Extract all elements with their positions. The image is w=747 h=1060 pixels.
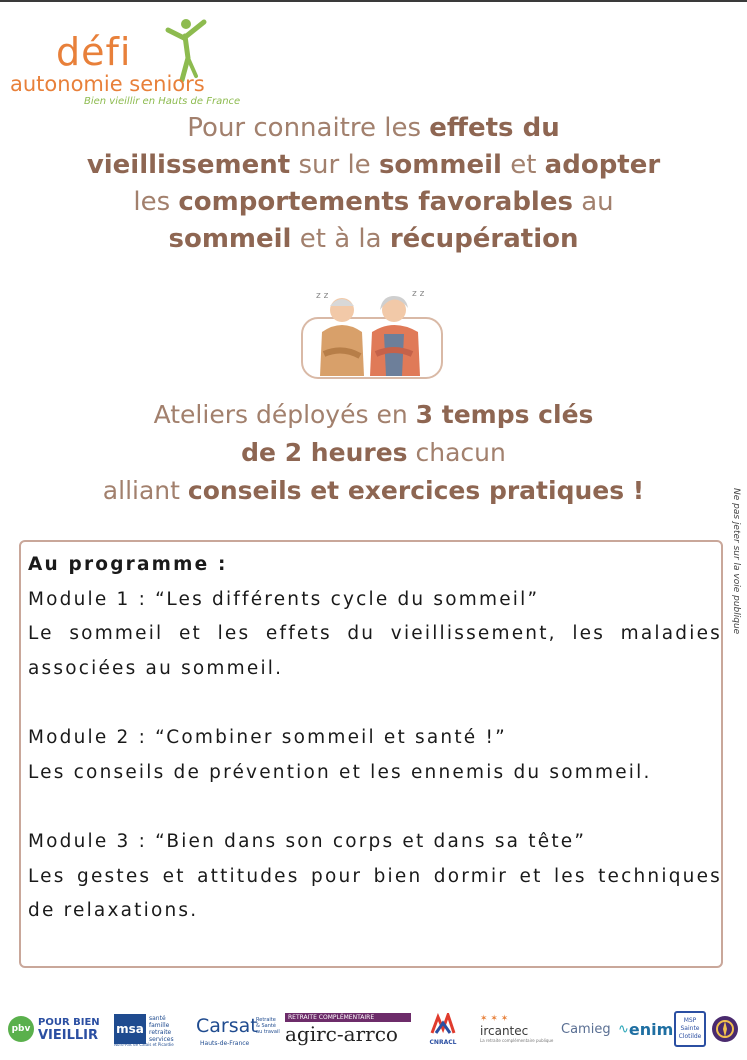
- ateliers-text-bold: 3 temps clés: [415, 400, 594, 429]
- headline-bold: adopter: [544, 150, 661, 180]
- ircantec-logo: [480, 1004, 554, 1054]
- msa-footer: Nord-Pas de Calais et Picardie: [114, 1042, 174, 1047]
- programme-content: [28, 548, 722, 929]
- msp-logo: [674, 1004, 706, 1054]
- module-3-description: Les gestes et attitudes pour bien dormir et les techniques de relaxations.: [28, 865, 722, 921]
- headline-text: Pour connaitre les: [187, 113, 430, 143]
- svg-text:z z: z z: [412, 289, 425, 299]
- module-2-title: Module 2 : “Combiner sommeil et santé !”: [28, 727, 507, 748]
- logo-autonomie-seniors: autonomie seniors: [10, 72, 205, 96]
- logo-tagline: Bien vieillir en Hauts de France: [84, 96, 241, 107]
- logo-defi: défi: [56, 30, 132, 74]
- camieg-logo: [561, 1004, 611, 1054]
- carsat-name: Carsat: [196, 1015, 258, 1037]
- headline-text: au: [572, 187, 614, 217]
- headline-bold: effets du: [429, 113, 560, 143]
- ateliers-text-bold: de 2 heures: [241, 438, 408, 467]
- programme-title: Au programme :: [28, 554, 228, 575]
- msp-line2: Sainte: [680, 1025, 700, 1032]
- svg-text:z z: z z: [316, 291, 329, 301]
- agirc-tagline: RETRAITE COMPLÉMENTAIRE: [285, 1013, 411, 1022]
- ateliers-text-bold: conseils et exercices pratiques !: [187, 476, 645, 505]
- side-note-text: Ne pas jeter sur la voie publique: [731, 488, 741, 635]
- headline-text: et à la: [291, 224, 390, 254]
- ircantec-name: ircantec: [480, 1024, 529, 1038]
- ateliers-text-regular: chacun: [407, 438, 506, 467]
- carsat-region: Hauts-de-France: [200, 1040, 250, 1047]
- msa-logo: [114, 1004, 185, 1054]
- cnracl-name: CNRACL: [429, 1038, 457, 1046]
- msa-subtitle: santé famille retraite services: [149, 1015, 174, 1043]
- ircantec-subtitle: La retraite complémentaire publique: [480, 1038, 554, 1043]
- ateliers-text-regular: Ateliers déployés en: [153, 400, 416, 429]
- msp-line1: MSP: [683, 1017, 697, 1024]
- partner-logos: [0, 1004, 747, 1060]
- top-border: [0, 0, 747, 2]
- sleeping-seniors-illustration: [296, 284, 448, 382]
- msp-line3: Clotilde: [678, 1033, 702, 1040]
- defi-autonomie-seniors-logo: [10, 16, 241, 108]
- module-1-title: Module 1 : “Les différents cycle du sommeil”: [28, 588, 540, 610]
- agirc-arrco-logo: [285, 1004, 411, 1054]
- ateliers-text-regular: alliant: [102, 476, 188, 505]
- enim-logo: [618, 1004, 673, 1054]
- module-1-description: Le sommeil et les effets du vieillissement, les maladies associées au sommeil.: [28, 623, 722, 679]
- agirc-arrco-name: agirc-arrco: [285, 1021, 398, 1046]
- headline: [40, 110, 707, 258]
- carsat-subtitle: Retraite & Santé au travail: [256, 1017, 280, 1035]
- msa-mark: msa: [114, 1014, 146, 1044]
- ircantec-dots-icon: ✶ ✶ ✶: [480, 1014, 509, 1024]
- pbv-badge: [8, 1016, 34, 1042]
- headline-bold: récupération: [389, 224, 579, 254]
- emblem-icon: [711, 1015, 739, 1043]
- pbv-badge-text: pbv: [11, 1024, 31, 1034]
- module-2-description: Les conseils de prévention et les ennemis du sommeil.: [28, 761, 652, 783]
- ateliers-text: [40, 396, 707, 510]
- carsat-logo: [196, 1004, 278, 1054]
- camieg-name: Camieg: [561, 1021, 611, 1037]
- headline-text: les: [133, 187, 179, 217]
- cnracl-icon: [428, 1013, 458, 1035]
- headline-text: sur le: [290, 150, 379, 180]
- pbv-line2: VIEILLIR: [38, 1028, 99, 1043]
- headline-text: et: [501, 150, 545, 180]
- module-3-title: Module 3 : “Bien dans son corps et dans sa tête”: [28, 831, 587, 852]
- cnracl-logo: [424, 1004, 462, 1054]
- enim-name: enim: [628, 1019, 674, 1039]
- headline-bold: sommeil: [378, 150, 502, 180]
- headline-bold: sommeil: [168, 224, 292, 254]
- headline-bold: vieillissement: [86, 150, 291, 180]
- enim-wave-icon: ∿: [618, 1021, 629, 1037]
- side-note: [729, 488, 743, 648]
- headline-bold: comportements favorables: [178, 187, 573, 217]
- round-emblem-logo: [711, 1004, 739, 1054]
- pbv-line1: POUR BIEN: [38, 1017, 100, 1028]
- pour-bien-vieillir-logo: [8, 1004, 100, 1054]
